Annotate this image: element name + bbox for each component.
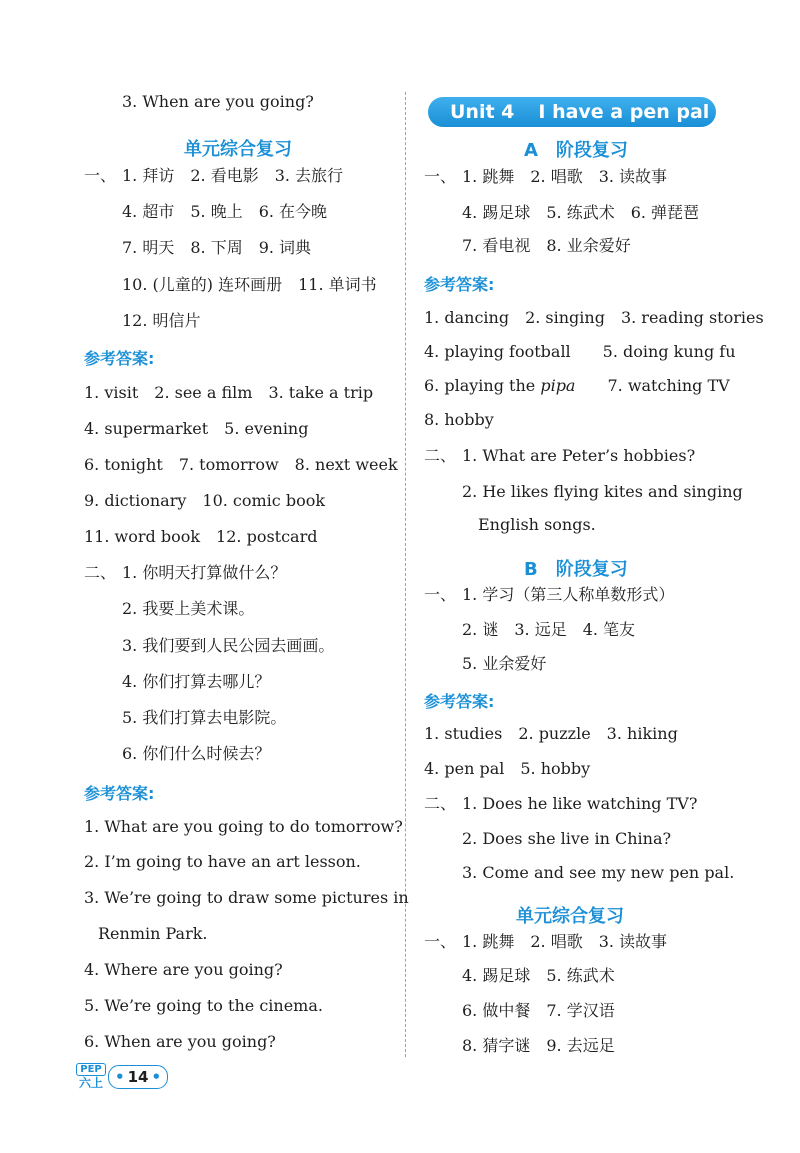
answer-line: 1. dancing 2. singing 3. reading stories [424,308,764,327]
vocab-line: 12. 明信片 [122,311,201,330]
vocab-line: 10. (儿童的) 连环画册 11. 单词书 [122,275,377,294]
pipa-pre: 6. playing the [424,376,541,395]
answer-line: 4. Where are you going? [84,960,283,979]
answer-line: 4. pen pal 5. hobby [424,759,591,778]
section-marker-2: 二、 [84,563,117,582]
vocab-line: 1. 拜访 2. 看电影 3. 去旅行 [122,166,344,185]
answer-title: 参考答案: [84,349,155,368]
translation-line: 2. 我要上美术课。 [122,599,255,618]
unit-review-title: 单元综合复习 [516,906,624,927]
stage-a-title: A 阶段复习 [524,140,628,161]
answer-line: 1. studies 2. puzzle 3. hiking [424,724,678,743]
section-marker: 二、 [424,446,457,465]
answer-title: 参考答案: [424,275,495,294]
vocab-line: 1. 跳舞 2. 唱歌 3. 读故事 [462,932,668,951]
vocab-line: 8. 猜字谜 9. 去远足 [462,1036,615,1055]
question-line: 1. What are Peter’s hobbies? [462,446,696,465]
answer-line: 6. tonight 7. tomorrow 8. next week [84,455,398,474]
unit-review-title: 单元综合复习 [184,139,292,160]
section-marker: 一、 [424,167,457,186]
answer-title: 参考答案: [84,784,155,803]
vocab-line: 1. 跳舞 2. 唱歌 3. 读故事 [462,167,668,186]
answer-line: 5. We’re going to the cinema. [84,996,323,1015]
section-marker: 一、 [424,585,457,604]
translation-line: 4. 你们打算去哪儿？ [122,672,271,691]
translation-line: 5. 我们打算去电影院。 [122,708,287,727]
question-line: 1. Does he like watching TV? [462,794,698,813]
answer-line: 11. word book 12. postcard [84,527,318,546]
answer-line: 6. When are you going? [84,1032,276,1051]
stage-b-title: B 阶段复习 [524,559,628,580]
vocab-line: 7. 看电视 8. 业余爱好 [462,236,631,255]
vocab-line: 4. 踢足球 5. 练武术 6. 弹琵琶 [462,203,700,222]
vocab-line: 5. 业余爱好 [462,654,547,673]
edition-top: PEP [76,1063,106,1076]
answer-line [424,376,730,396]
question-line: 3. Come and see my new pen pal. [462,863,735,882]
vocab-line: 4. 踢足球 5. 练武术 [462,966,615,985]
pipa-post: 7. watching TV [575,376,730,395]
top-line: 3. When are you going? [122,92,314,111]
translation-line: 3. 我们要到人民公园去画画。 [122,636,335,655]
section-marker-1: 一、 [84,166,117,185]
pipa-word: pipa [540,376,576,395]
answer-line: 1. visit 2. see a film 3. take a trip [84,383,374,402]
translation-line: 6. 你们什么时候去？ [122,744,271,763]
edition-bottom: 六上 [78,1076,103,1090]
vocab-line: 2. 谜 3. 远足 4. 笔友 [462,620,636,639]
answer-title: 参考答案: [424,692,495,711]
edition-badge [76,1063,106,1089]
answer-line: 4. supermarket 5. evening [84,419,309,438]
answer-line: 9. dictionary 10. comic book [84,491,326,510]
section-marker: 一、 [424,932,457,951]
answer-line: 4. playing football 5. doing kung fu [424,342,736,361]
answer-line: 1. What are you going to do tomorrow? [84,817,403,836]
section-marker: 二、 [424,794,457,813]
translation-line: 1. 你明天打算做什么？ [122,563,287,582]
column-divider [405,92,406,1057]
answer-line: 8. hobby [424,410,494,429]
page-number: 14 [127,1068,149,1086]
answer-line: 3. We’re going to draw some pictures in [84,888,409,907]
vocab-line: 1. 学习（第三人称单数形式） [462,585,675,604]
vocab-line: 7. 明天 8. 下周 9. 词典 [122,238,312,257]
page-number-badge: • 14 • [108,1065,168,1089]
answer-line: Renmin Park. [98,924,208,943]
question-line: 2. Does she live in China? [462,829,672,848]
unit-banner [428,97,716,127]
answer-line: 2. I’m going to have an art lesson. [84,852,361,871]
unit-title: I have a pen pal [538,101,710,123]
vocab-line: 6. 做中餐 7. 学汉语 [462,1001,615,1020]
question-line: 2. He likes flying kites and singing [462,482,743,501]
question-line: English songs. [478,515,596,534]
unit-label: Unit 4 [450,101,515,123]
vocab-line: 4. 超市 5. 晚上 6. 在今晚 [122,202,328,221]
